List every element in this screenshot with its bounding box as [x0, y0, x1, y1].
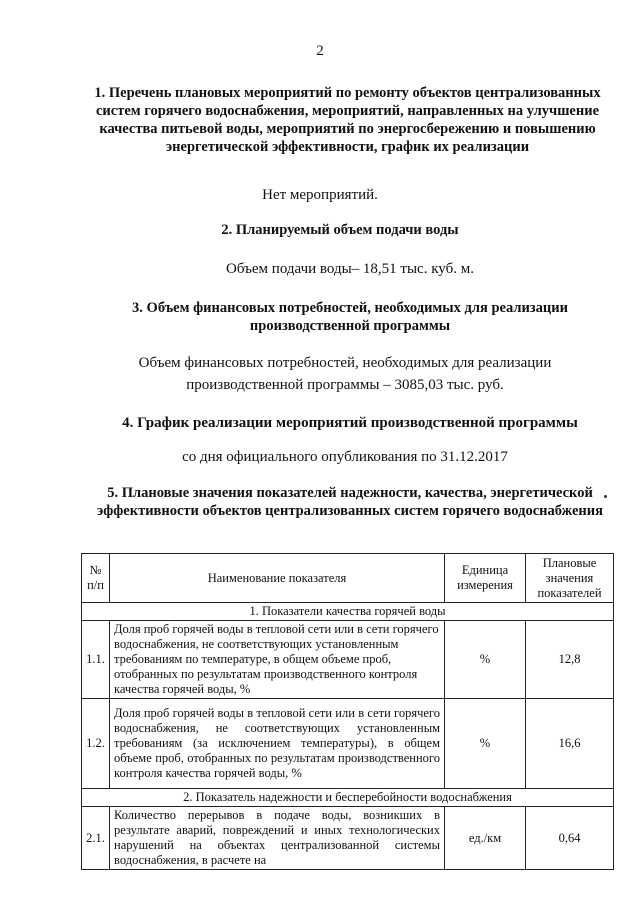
table-row	[82, 807, 614, 870]
row-value: 0,64	[526, 807, 614, 870]
section-3-heading: 3. Объем финансовых потребностей, необходимых для реализации производственной программы	[132, 300, 568, 334]
table-group-row	[82, 789, 614, 807]
table-row	[82, 621, 614, 699]
header-value: Плановые значения показателей	[526, 554, 614, 603]
row-number: 1.2.	[82, 699, 110, 789]
scan-speck	[604, 495, 607, 498]
group-reliability-label: 2. Показатель надежности и бесперебойности водоснабжения	[82, 789, 614, 807]
row-value: 16,6	[526, 699, 614, 789]
section-2-text: Объем подачи воды– 18,51 тыс. куб. м.	[226, 261, 474, 277]
row-unit: %	[445, 699, 526, 789]
section-5-heading: 5. Плановые значения показателей надежности, качества, энергетической эффективности объектов централизованных систем горячего водоснабжения	[97, 485, 603, 519]
indicators-table	[81, 553, 614, 870]
section-1-text: Нет мероприятий.	[262, 187, 378, 203]
row-value: 12,8	[526, 621, 614, 699]
header-number: № п/п	[82, 554, 110, 603]
row-name: Количество перерывов в подаче воды, возникших в результате аварий, повреждений и иных технологических нарушений на объектах централизованной системы водоснабжения, в расчете на	[110, 807, 445, 870]
row-number: 2.1.	[82, 807, 110, 870]
section-2-heading: 2. Планируемый объем подачи воды	[221, 222, 459, 238]
table-header-row	[82, 554, 614, 603]
section-3-text: Объем финансовых потребностей, необходимых для реализации производственной программы – 3085,03 тыс. руб.	[138, 355, 552, 393]
table-group-row	[82, 603, 614, 621]
page-number: 2	[316, 43, 324, 59]
row-unit: %	[445, 621, 526, 699]
section-1-heading: 1. Перечень плановых мероприятий по ремонту объектов централизованных систем горячего водоснабжения, мероприятий, направленных на улучшение качества питьевой воды, мероприятий по энергосбережению и повышению энергетической эффективности, график их реализации	[94, 85, 601, 155]
header-unit: Единица измерения	[445, 554, 526, 603]
header-name: Наименование показателя	[110, 554, 445, 603]
row-unit: ед./км	[445, 807, 526, 870]
section-4-text: со дня официального опубликования по 31.12.2017	[182, 449, 508, 465]
row-name: Доля проб горячей воды в тепловой сети или в сети горячего водоснабжения, не соответствующих установленным требованиям (за исключением температуры), в общем объеме проб, отобранных по результатам производственного контроля качества горячей воды, %	[110, 699, 445, 789]
row-name: Доля проб горячей воды в тепловой сети или в сети горячего водоснабжения, не соответствующих установленным требованиям по температуре, в общем объеме проб, отобранных по результатам производственного контроля качества горячей воды, %	[110, 621, 445, 699]
row-number: 1.1.	[82, 621, 110, 699]
table-row	[82, 699, 614, 789]
section-4-heading: 4. График реализации мероприятий производственной программы	[122, 415, 578, 431]
group-quality-label: 1. Показатели качества горячей воды	[82, 603, 614, 621]
